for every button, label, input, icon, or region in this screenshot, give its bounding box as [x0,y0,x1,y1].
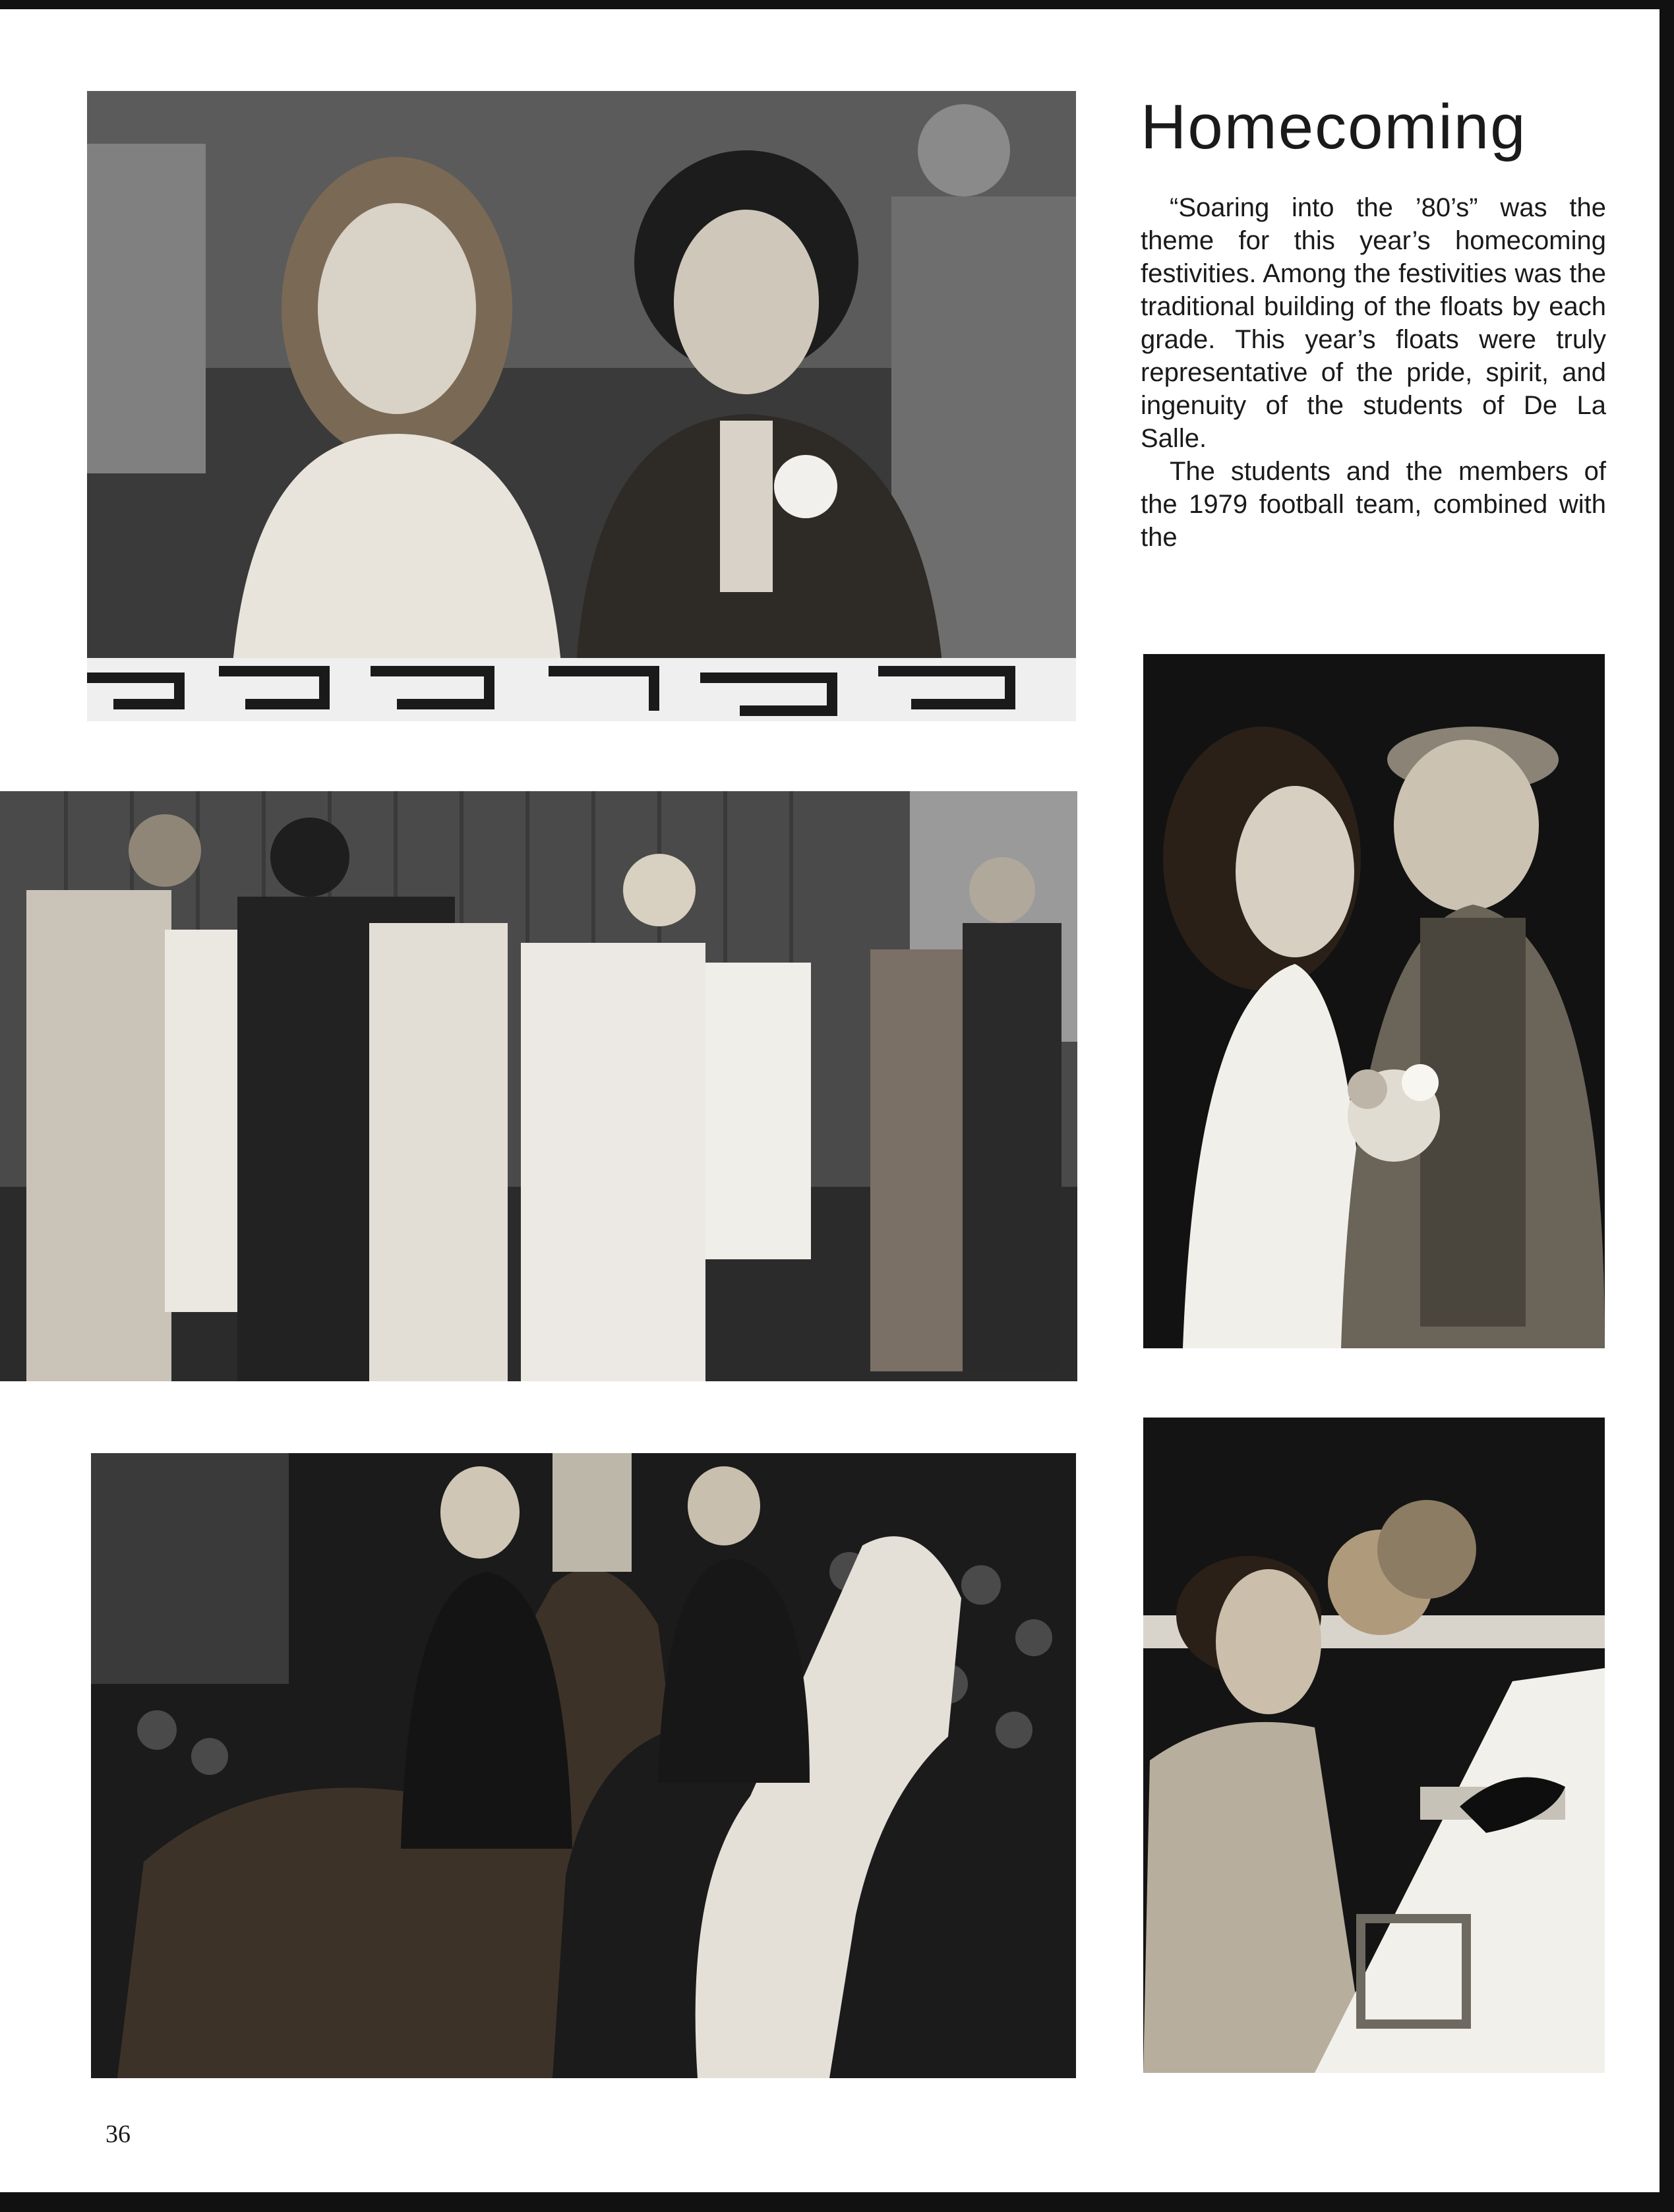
photo-mounted-police [91,1453,1076,2078]
photo-couple-at-table [87,91,1076,721]
scan-border-bottom [0,2192,1674,2212]
article-paragraph: The students and the members of the 1979 football team, combined with the [1141,457,1606,552]
article-body [1141,191,1606,554]
scan-border-right [1659,0,1674,2212]
photo-dance-floor [0,791,1077,1381]
photo-crowning [1143,654,1605,1348]
page-title: Homecoming [1141,92,1527,162]
article-paragraph: “Soaring into the ’80’s” was the theme for this year’s homecoming festivities. Among the festivities was the traditional building of the floats by each grade. This year’s floats were truly representative of the pride, spirit, and ingenuity of the students of De La Salle. [1141,193,1606,453]
photo-head-table [1143,1418,1605,2073]
page-number: 36 [105,2120,131,2148]
scan-border-top [0,0,1674,9]
